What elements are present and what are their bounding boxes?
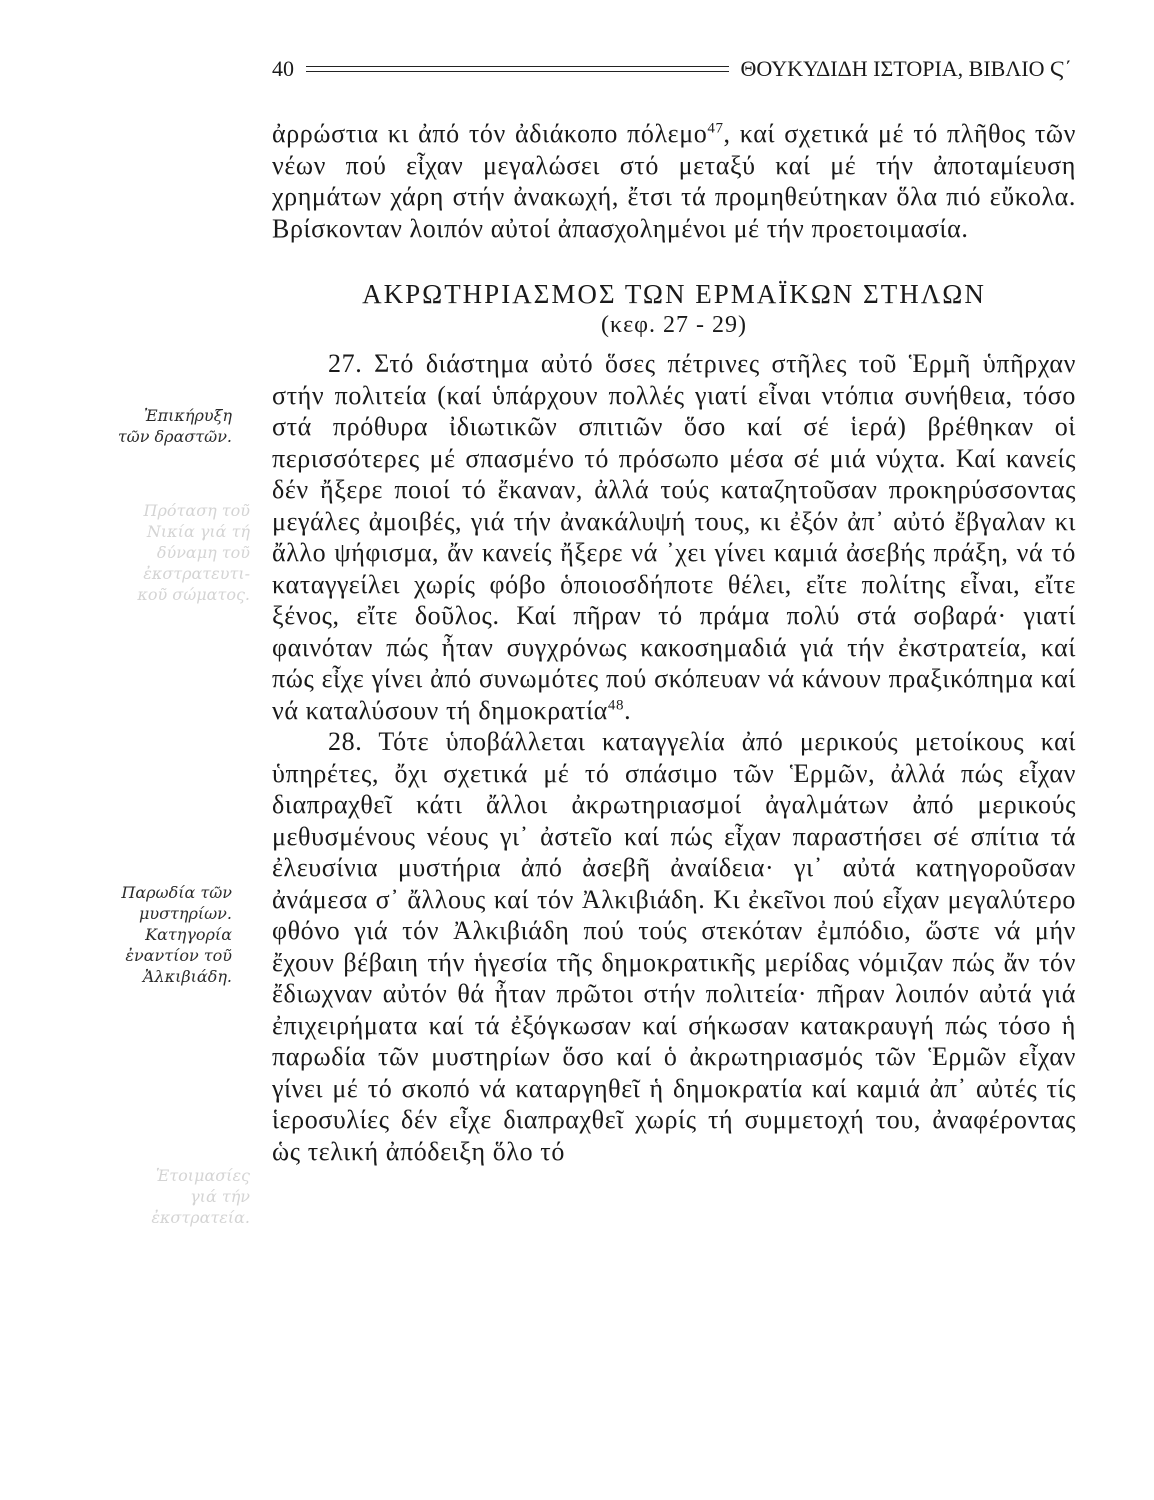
- page-number: 40: [272, 56, 294, 81]
- running-title: ΘΟΥΚΥΔΙΔΗ ΙΣΤΟΡΙΑ, ΒΙΒΛΙΟ Ϛ΄: [740, 56, 1072, 81]
- paragraph-28: 28. Τότε ὑποβάλλεται καταγγελία ἀπό μερικούς μετοίκους καί ὑπηρέτες, ὄχι σχετικά μέ τό σπάσιμο τῶν Ἑρμῶν, ἀλλά πώς εἶχαν διαπραχθεῖ κάτι ἄλλοι ἀκρωτηριασμοί ἀγαλμάτων ἀπό μερικούς μεθυσμένους νέους γι᾽ ἀστεῖο καί πώς εἶχαν παραστήσει σέ σπίτια τά ἐλευσίνια μυστήρια ἀπό ἀσεβῆ ἀναίδεια· γι᾽ αὐτά κατηγοροῦσαν ἀνάμεσα σ᾽ ἄλλους καί τόν Ἀλκιβιάδη. Κι ἐκεῖνοι πού εἶχαν μεγαλύτερο φθόνο γιά τόν Ἀλκιβιάδη πού τούς στεκόταν ἐμπόδιο, ὥστε νά μήν ἔχουν βέβαιη τήν ἡγεσία τῆς δημοκρατικῆς μερίδας νόμιζαν πώς ἄν τόν ἔδιωχναν αὐτόν θά ἦταν πρῶτοι στήν πολιτεία· πῆραν λοιπόν αὐτά γιά ἐπιχειρήματα καί τά ἐξόγκωσαν καί σήκωσαν κατακραυγή πώς τόσο ἡ παρωδία τῶν μυστηρίων ὅσο καί ὁ ἀκρωτηριασμός τῶν Ἑρμῶν εἶχαν γίνει μέ τό σκοπό νά καταργηθεῖ ἡ δημοκρατία καί καμιά ἀπ᾽ αὐτές τίς ἱεροσυλίες δέν εἶχε διαπραχθεῖ χωρίς τή συμμετοχή του, ἀναφέροντας ὡς τελική ἀπόδειξη ὅλο τό: [272, 727, 1076, 1166]
- main-text: [272, 118, 1076, 1167]
- section-chapters: (κεφ. 27 - 29): [601, 312, 747, 338]
- bleed-through-note-a: Πρόταση τοῦ Νικία γιά τή δύναμη τοῦ ἐκστρατευτι- κοῦ σώματος.: [137, 501, 250, 604]
- margin-note-bounty: Ἐπικήρυξη τῶν δραστῶν.: [117, 406, 232, 446]
- section-title: ΑΚΡΩΤΗΡΙΑΣΜΟΣ ΤΩΝ ΕΡΜΑΪΚΩΝ ΣΤΗΛΩΝ: [362, 279, 986, 309]
- paragraph-27: 27. Στό διάστημα αὐτό ὅσες πέτρινες στῆλες τοῦ Ἑρμῆ ὑπῆρχαν στήν πολιτεία (καί ὑπάρχουν πολλές γιατί εἶναι ντόπια συνήθεια, τόσο στά πρόθυρα ἰδιωτικῶν σπιτιῶν ὅσο καί σέ ἱερά) βρέθηκαν οἱ περισσότερες μέ σπασμένο τό πρόσωπο μέσα σέ μιά νύχτα. Καί κανείς δέν ἤξερε ποιοί τό ἔκαναν, ἀλλά τούς καταζητοῦσαν προκηρύσσοντας μεγάλες ἀμοιβές, γιά τήν ἀνακάλυψή τους, κι ἐξόν ἀπ᾽ αὐτό ἔβγαλαν κι ἄλλο ψήφισμα, ἄν κανείς ἤξερε νά ᾽χει γίνει καμιά ἀσεβής πράξη, νά τό καταγγείλει χωρίς φόβο ὁποιοσδήποτε θέλει, εἴτε πολίτης εἶναι, εἴτε ξένος, εἴτε δοῦλος. Καί πῆραν τό πράμα πολύ στά σοβαρά· γιατί φαινόταν πώς ἦταν συγχρόνως κακοσημαδιά γιά τήν ἐκστρατεία, καί πώς εἶχε γίνει ἀπό συνωμότες πού σκόπευαν νά κάνουν πραξικόπημα καί νά καταλύσουν τή δημοκρατία$^{48}$.: [272, 349, 1076, 725]
- running-header: [272, 54, 1072, 84]
- header-rule: [306, 66, 729, 72]
- footnote-ref: 48: [607, 696, 625, 713]
- footnote-ref: 47: [707, 120, 724, 137]
- bleed-through-note-b: Ἑτοιμασίες γιά τήν ἐκστρατεία.: [151, 1166, 250, 1227]
- intro-paragraph: ἀρρώστια κι ἀπό τόν ἀδιάκοπο πόλεμο$^{47}$, καί σχετικά μέ τό πλῆθος τῶν νέων πού εἶχαν μεγαλώσει στό μεταξύ καί μέ τήν ἀποταμίευση χρημάτων χάρη στήν ἀνακωχή, ἔτσι τά προμηθεύτηκαν ὅλα πιό εὔκολα. Βρίσκονταν λοιπόν αὐτοί ἀπασχολημένοι μέ τήν προετοιμασία.: [272, 119, 1076, 243]
- margin-note-parody: Παρωδία τῶν μυστηρίων. Κατηγορία ἐναντίον τοῦ Ἀλκιβιάδη.: [121, 883, 232, 986]
